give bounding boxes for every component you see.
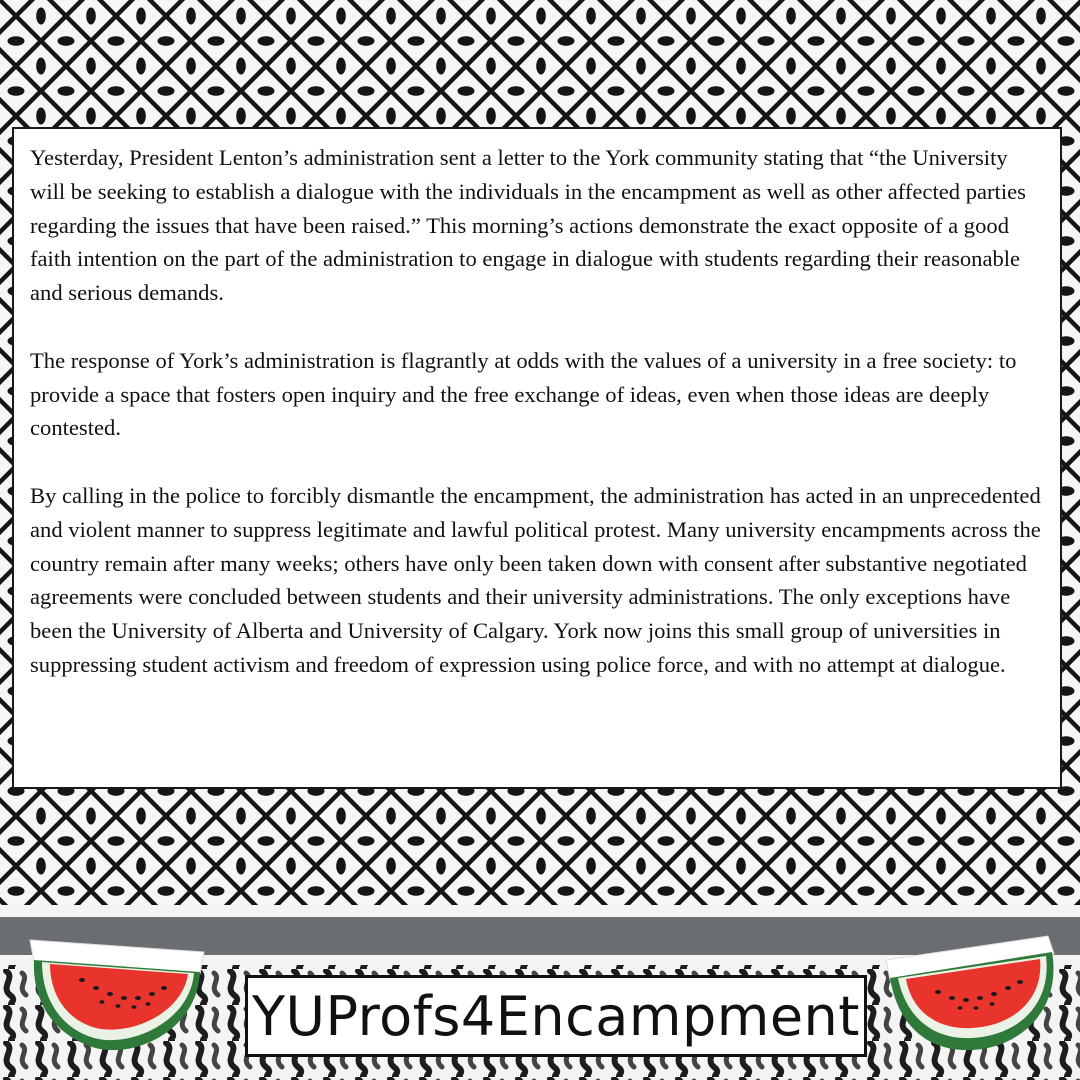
- watermelon-slice-icon: [22, 922, 212, 1062]
- divider-band: [0, 905, 1080, 917]
- statement-text-box: [12, 127, 1062, 789]
- statement-paragraph-2: The response of York’s administration is flagrantly at odds with the values of a university in a free society: to provide a space that fosters open inquiry and the free exchange of ideas, even when those ideas are deeply contested.: [30, 347, 1017, 441]
- statement-paragraph-3: By calling in the police to forcibly dismantle the encampment, the administration has acted in an unprecedented and violent manner to suppress legitimate and lawful political protest. Many university encampments across the country remain after many weeks; others have only been taken down with consent after substantive negotiated agreements were concluded between students and their university administrations. The only exceptions have been the University of Alberta and University of Calgary. York now joins this small group of universities in suppressing student activism and freedom of expression using police force, and with no attempt at dialogue.: [30, 482, 1041, 677]
- watermelon-slice-icon: [880, 930, 1060, 1060]
- hashtag-banner: [245, 975, 867, 1057]
- hashtag-text: YUProfs4Encampment: [252, 984, 860, 1048]
- statement-paragraph-1: Yesterday, President Lenton’s administration sent a letter to the York community stating that “the University will be seeking to establish a dialogue with the individuals in the encampment as well as other affected parties regarding the issues that have been raised.” This morning’s actions demonstrate the exact opposite of a good faith intention on the part of the administration to engage in dialogue with students regarding their reasonable and serious demands.: [30, 145, 1026, 306]
